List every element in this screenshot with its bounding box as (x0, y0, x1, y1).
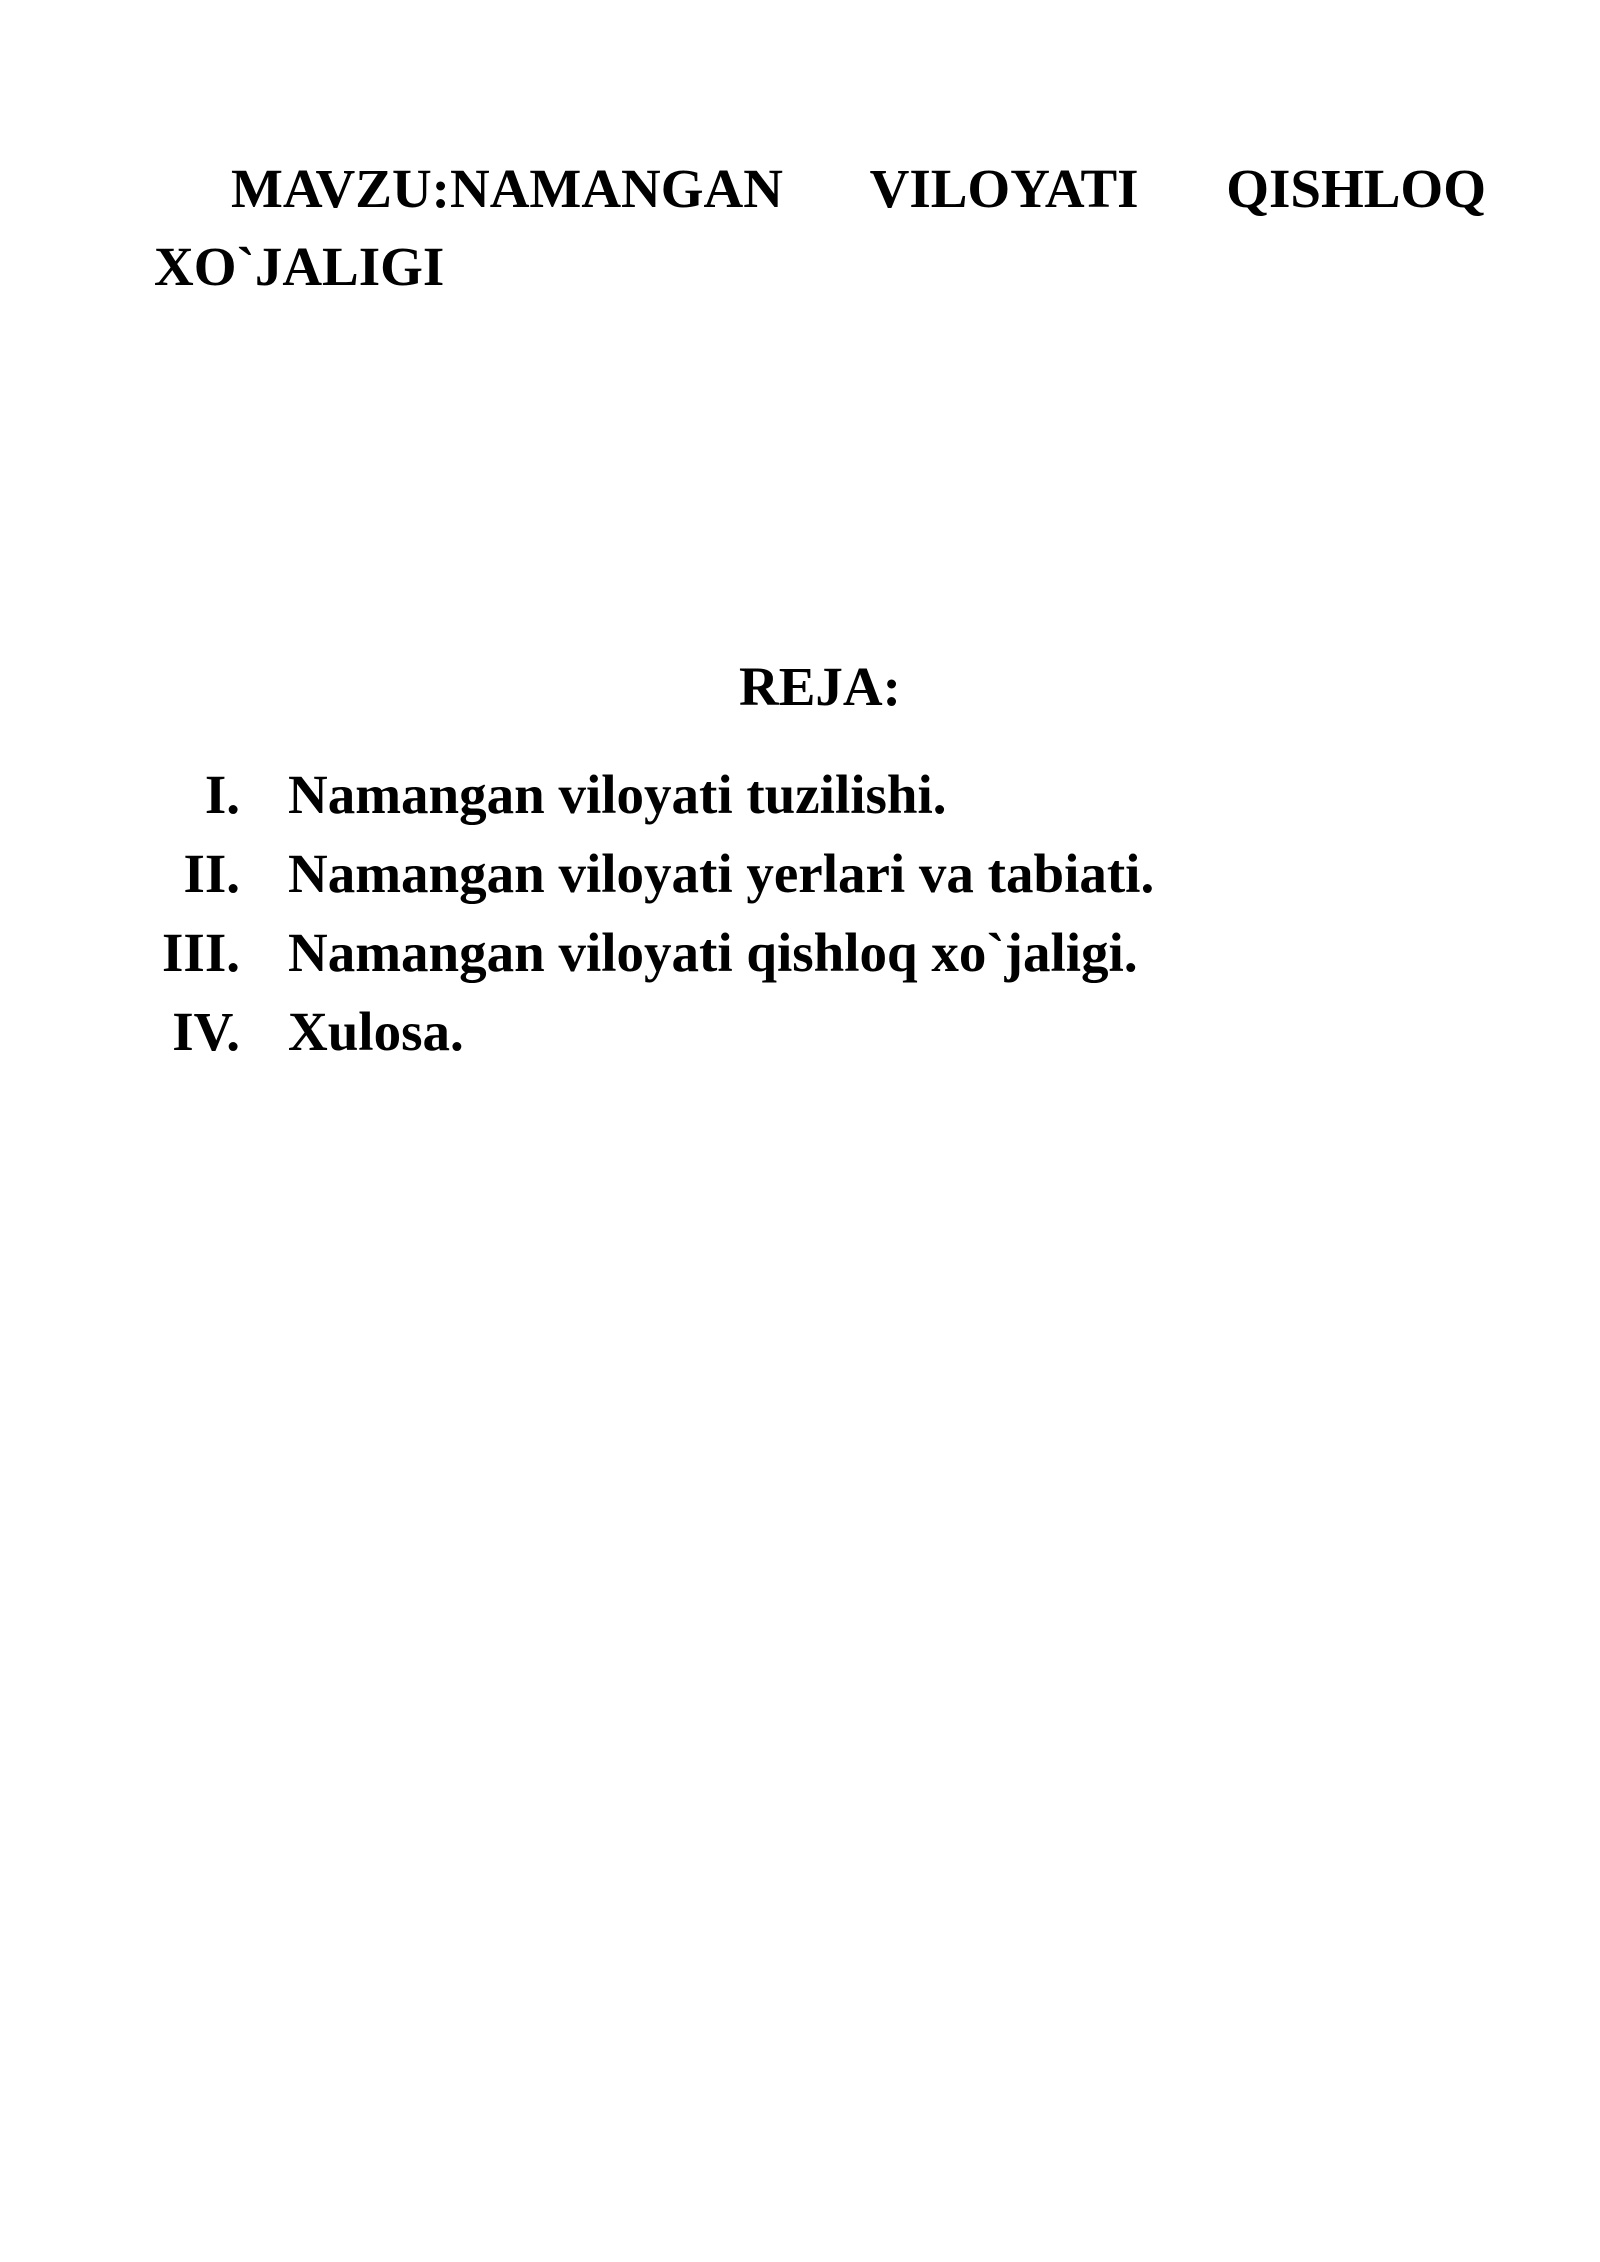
plan-item-number: IV. (172, 1001, 240, 1062)
plan-item-text: Namangan viloyati yerlari va tabiati. (288, 843, 1155, 904)
plan-item-number: III. (162, 922, 240, 983)
plan-item-text: Namangan viloyati tuzilishi. (288, 764, 947, 825)
plan-heading: REJA: (739, 656, 901, 717)
plan-item-number: I. (204, 764, 240, 825)
plan-item-text: Namangan viloyati qishloq xo`jaligi. (288, 922, 1138, 983)
plan-item-text: Xulosa. (288, 1001, 464, 1062)
plan-item-number: II. (183, 843, 240, 904)
document-title: MAVZU:NAMANGAN VILOYATI QISHLOQ XO`JALIGI (154, 158, 1486, 297)
